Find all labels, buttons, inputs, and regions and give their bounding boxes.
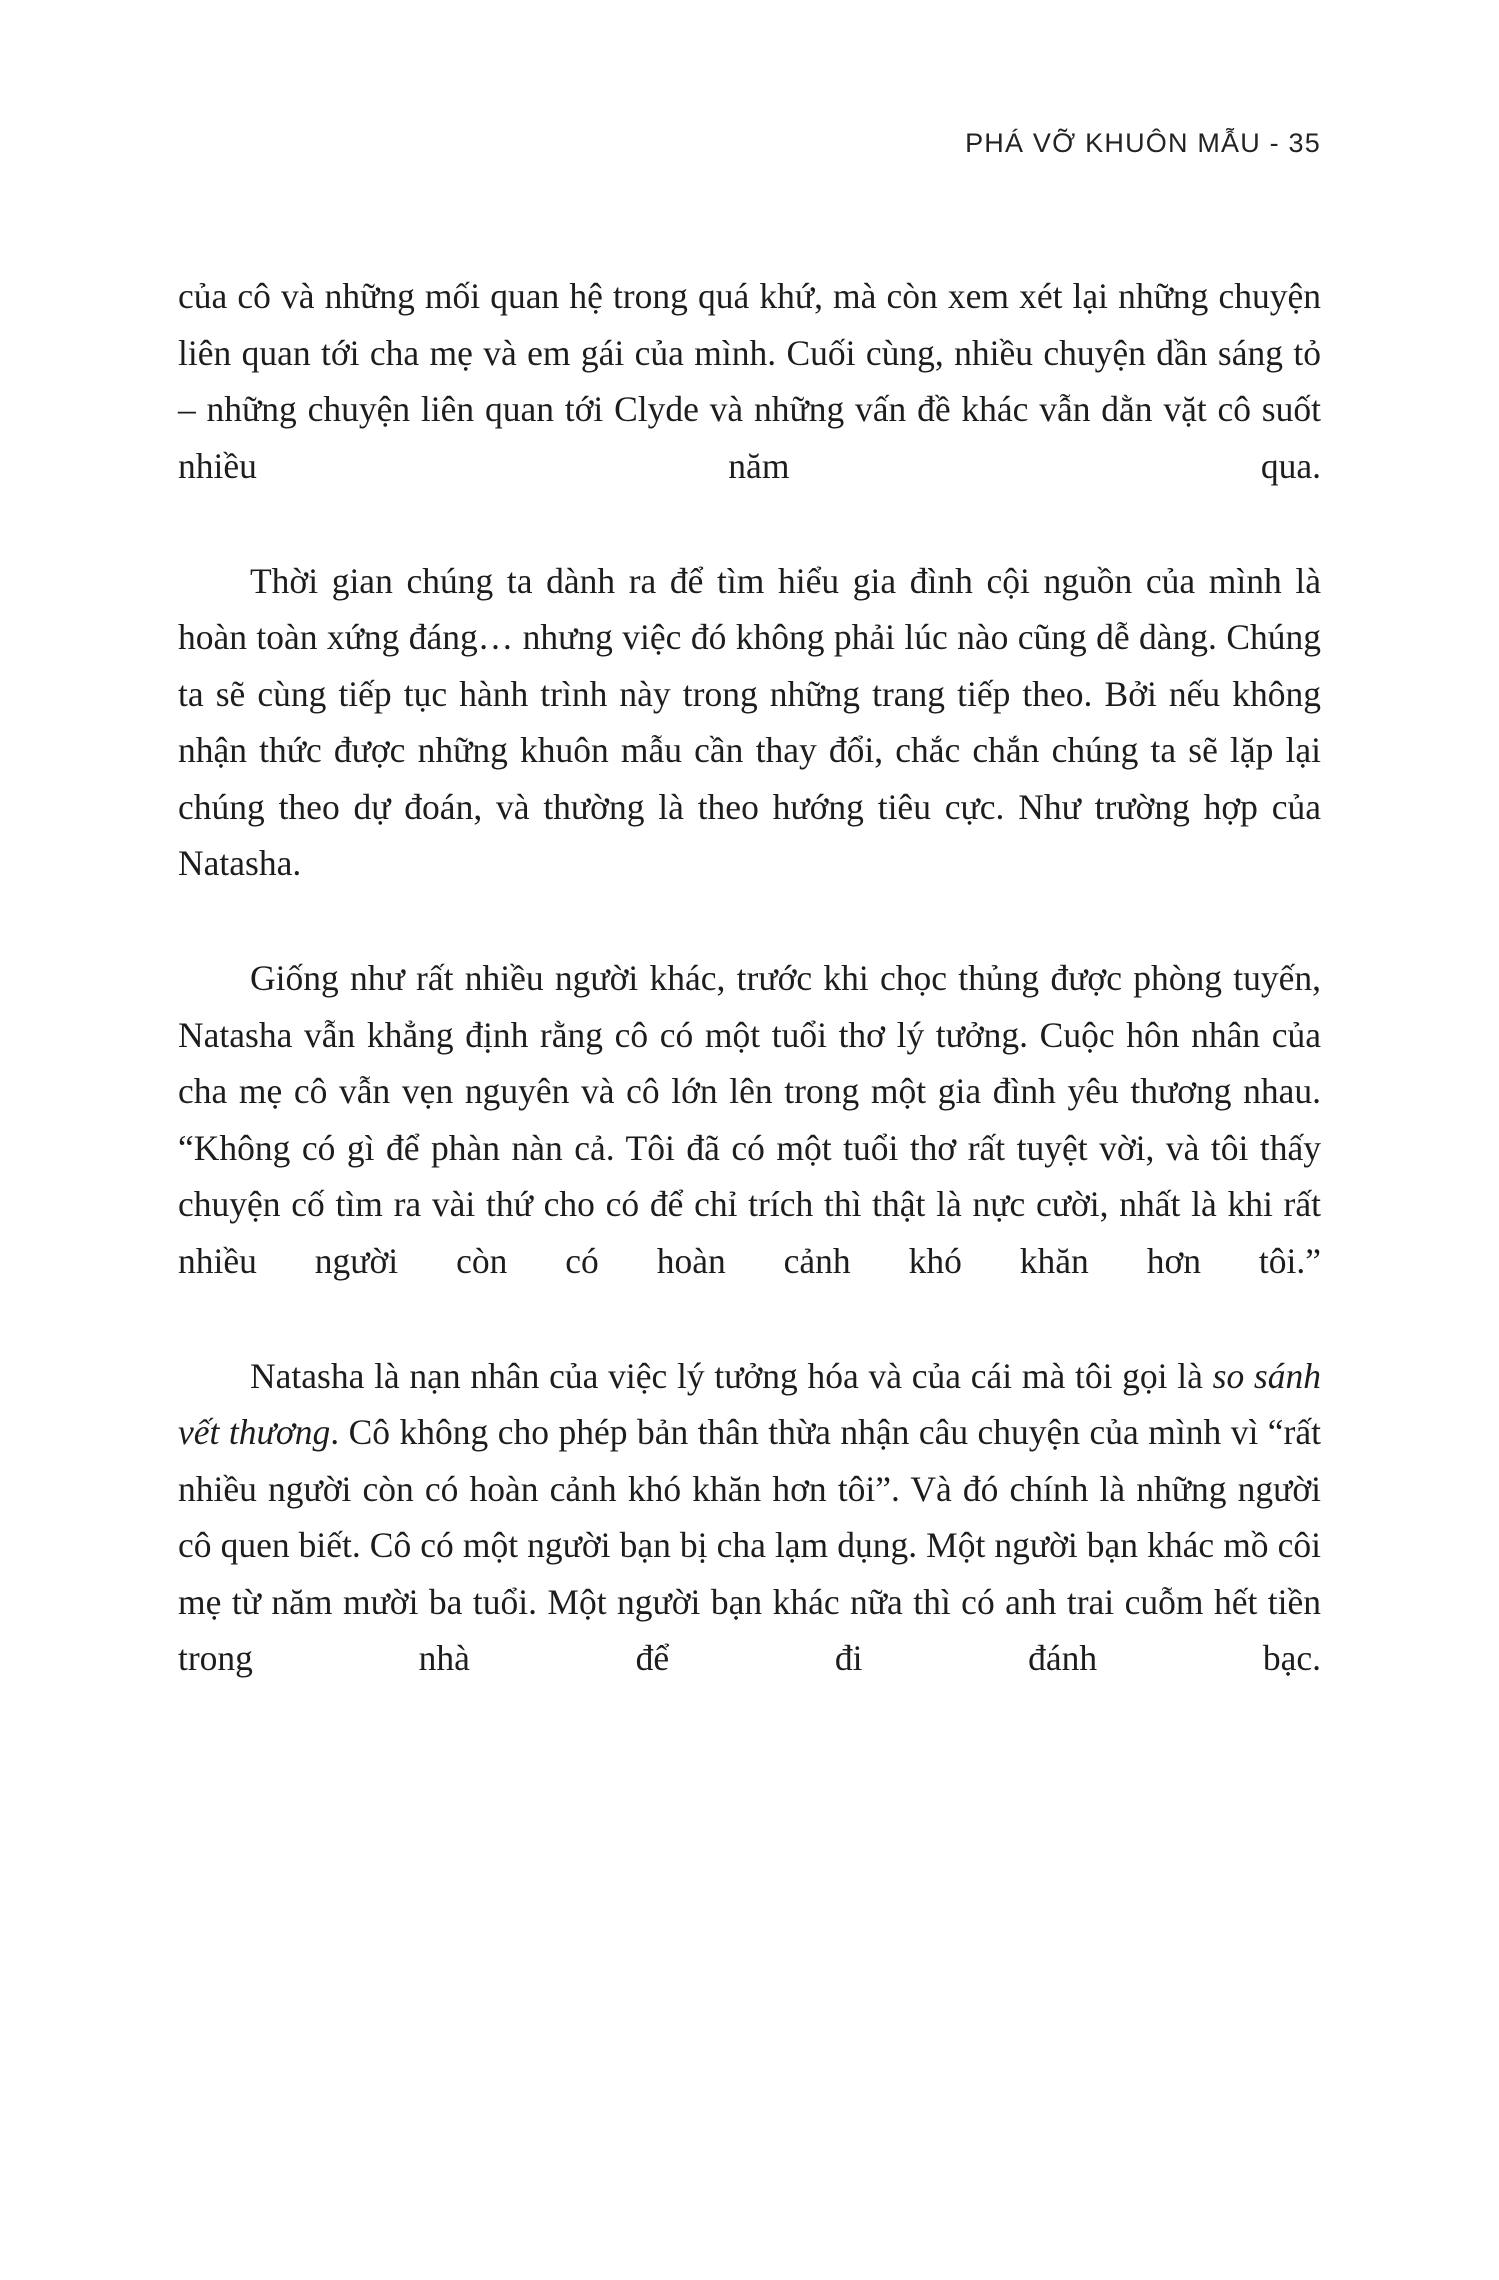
paragraph: Thời gian chúng ta dành ra để tìm hiểu gia đình cội nguồn của mình là hoàn toàn xứng đáng… nhưng việc đó không phải lúc nào cũng dễ dàng. Chúng ta sẽ cùng tiếp tục hành trình này trong những trang tiếp theo. Bởi nếu không nhận thức được những khuôn mẫu cần thay đổi, chắc chắn chúng ta sẽ lặp lại chúng theo dự đoán, và thường là theo hướng tiêu cực. Như trường hợp của Natasha.: [178, 560, 1321, 883]
paragraph-segment: . Cô không cho phép bản thân thừa nhận câu chuyện của mình vì “rất nhiều người còn có hoàn cảnh khó khăn hơn tôi”. Và đó chính là những người cô quen biết. Cô có một người bạn bị cha lạm dụng. Một người bạn khác mồ côi mẹ từ năm mười ba tuổi. Một người bạn khác nữa thì có anh trai cuỗm hết tiền trong nhà để đi đánh bạc.: [178, 1412, 1321, 1678]
running-head: PHÁ VỠ KHUÔN MẪU - 35: [965, 128, 1321, 158]
paragraph: của cô và những mối quan hệ trong quá khứ, mà còn xem xét lại những chuyện liên quan tới cha mẹ và em gái của mình. Cuối cùng, nhiều chuyện dần sáng tỏ – những chuyện liên quan tới Clyde và những vấn đề khác vẫn dằn vặt cô suốt nhiều năm qua.: [178, 276, 1321, 486]
paragraph: Giống như rất nhiều người khác, trước khi chọc thủng được phòng tuyến, Natasha vẫn khẳng định rằng cô có một tuổi thơ lý tưởng. Cuộc hôn nhân của cha mẹ cô vẫn vẹn nguyên và cô lớn lên trong một gia đình yêu thương nhau. “Không có gì để phàn nàn cả. Tôi đã có một tuổi thơ rất tuyệt vời, và tôi thấy chuyện cố tìm ra vài thứ cho có để chỉ trích thì thật là nực cười, nhất là khi rất nhiều người còn có hoàn cảnh khó khăn hơn tôi.”: [178, 958, 1321, 1281]
paragraph-segment: Natasha là nạn nhân của việc lý tưởng hóa và của cái mà tôi gọi là: [250, 1355, 1213, 1396]
paragraph-segment-italic: so sánh vết thương: [178, 1355, 1321, 1452]
paragraph-with-italic: [178, 1348, 1321, 1744]
page-body: [178, 268, 1321, 1745]
